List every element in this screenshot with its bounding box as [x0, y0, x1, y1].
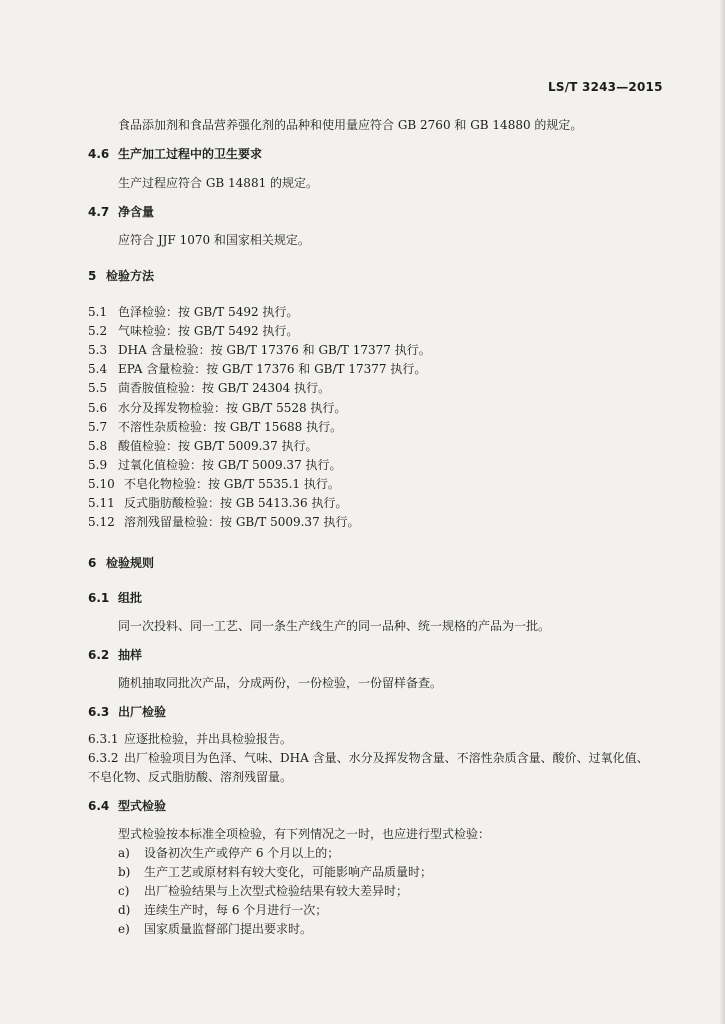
list-item: 5.9 过氧化值检验：按 GB/T 5009.37 执行。 [88, 458, 342, 472]
section-6-2-body: 随机抽取同批次产品，分成两份，一份检验，一份留样备查。 [118, 676, 443, 690]
list-item: 5.12 溶剂残留量检验：按 GB/T 5009.37 执行。 [88, 515, 360, 529]
section-4-6-heading [88, 146, 262, 162]
list-item: 5.4 EPA 含量检验：按 GB/T 17376 和 GB/T 17377 执行。 [88, 362, 427, 376]
section-title: 检验方法 [106, 269, 155, 283]
section-6-4-body: 型式检验按本标准全项检验，有下列情况之一时，也应进行型式检验： [118, 827, 491, 841]
section-number: 4.7 [88, 205, 110, 219]
section-number: 6.1 [88, 591, 110, 605]
list-item: b) 生产工艺或原材料有较大变化，可能影响产品质量时； [118, 865, 433, 879]
section-6-heading [88, 555, 154, 571]
list-item: d) 连续生产时，每 6 个月进行一次； [118, 903, 328, 917]
section-title: 组批 [118, 591, 143, 605]
section-6-1-body: 同一次投料、同一工艺、同一条生产线生产的同一品种、统一规格的产品为一批。 [118, 619, 551, 633]
list-item: 5.8 酸值检验：按 GB/T 5009.37 执行。 [88, 439, 318, 453]
list-item: 5.10 不皂化物检验：按 GB/T 5535.1 执行。 [88, 477, 340, 491]
section-title: 生产加工过程中的卫生要求 [118, 147, 263, 161]
list-item: 5.6 水分及挥发物检验：按 GB/T 5528 执行。 [88, 401, 347, 415]
section-title: 型式检验 [118, 799, 167, 813]
clause-6-3-1: 6.3.1 应逐批检验，并出具检验报告。 [88, 732, 293, 746]
list-item: 5.11 反式脂肪酸检验：按 GB 5413.36 执行。 [88, 496, 348, 510]
clause-6-3-2-continued: 不皂化物、反式脂肪酸、溶剂残留量。 [88, 770, 293, 784]
section-title: 抽样 [118, 648, 143, 662]
intro-text: 食品添加剂和食品营养强化剂的品种和使用量应符合 GB 2760 和 GB 14880 的规定。 [118, 118, 583, 132]
section-5-heading [88, 268, 154, 284]
section-number: 5 [88, 269, 97, 283]
section-6-1-heading [88, 590, 142, 606]
section-number: 6.3 [88, 705, 110, 719]
section-title: 检验规则 [106, 556, 155, 570]
clause-6-3-2: 6.3.2 出厂检验项目为色泽、气味、DHA 含量、水分及挥发物含量、不溶性杂质含量、酸价、过氧化值、 [88, 751, 649, 765]
list-item: 5.3 DHA 含量检验：按 GB/T 17376 和 GB/T 17377 执行。 [88, 343, 431, 357]
section-title: 净含量 [118, 205, 155, 219]
section-6-3-heading [88, 704, 166, 720]
section-title: 出厂检验 [118, 705, 167, 719]
section-number: 6 [88, 556, 97, 570]
section-6-4-heading [88, 798, 166, 814]
section-4-7-body: 应符合 JJF 1070 和国家相关规定。 [118, 233, 310, 247]
section-4-6-body: 生产过程应符合 GB 14881 的规定。 [118, 176, 319, 190]
section-number: 4.6 [88, 147, 110, 161]
list-item: 5.7 不溶性杂质检验：按 GB/T 15688 执行。 [88, 420, 343, 434]
list-item: c) 出厂检验结果与上次型式检验结果有较大差异时； [118, 884, 409, 898]
list-item: 5.2 气味检验：按 GB/T 5492 执行。 [88, 324, 299, 338]
section-number: 6.2 [88, 648, 110, 662]
list-item: e) 国家质量监督部门提出要求时。 [118, 922, 313, 936]
list-item: a) 设备初次生产或停产 6 个月以上的； [118, 846, 340, 860]
section-6-2-heading [88, 647, 142, 663]
scan-edge-shadow [719, 0, 725, 1024]
section-number: 6.4 [88, 799, 110, 813]
section-4-7-heading [88, 204, 154, 220]
standard-code: LS/T 3243—2015 [548, 80, 663, 94]
list-item: 5.5 茴香胺值检验：按 GB/T 24304 执行。 [88, 381, 331, 395]
list-item: 5.1 色泽检验：按 GB/T 5492 执行。 [88, 305, 299, 319]
